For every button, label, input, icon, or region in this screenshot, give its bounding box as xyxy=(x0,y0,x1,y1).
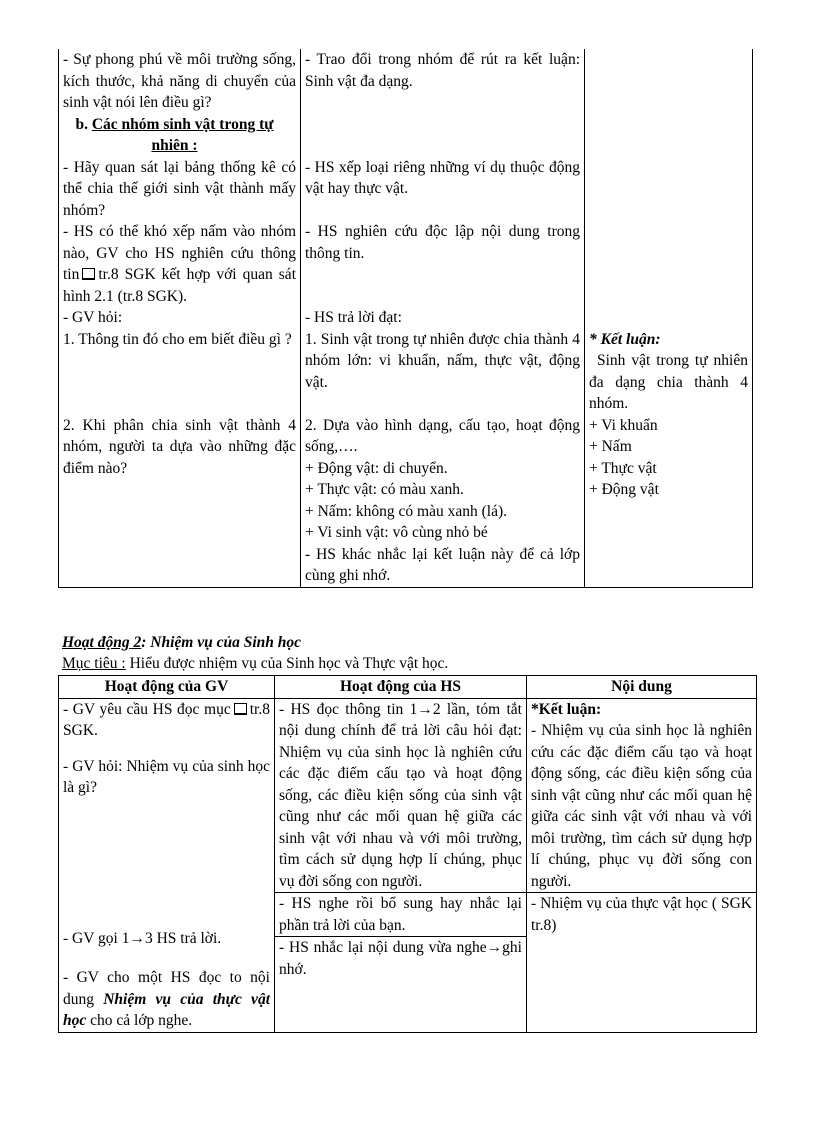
content-cell: + Vi khuẩn + Nấm + Thực vật + Động vật xyxy=(585,415,753,588)
gv-cell: - HS có thể khó xếp nấm vào nhóm nào, GV cho HS nghiên cứu thông tin tr.8 SGK kết hợp với quan sát hình 2.1 (tr.8 SGK). xyxy=(59,221,301,307)
section-heading: b. Các nhóm sinh vật trong tự nhiên : xyxy=(59,114,301,157)
column-header: Nội dung xyxy=(527,676,757,699)
conclusion-title: *Kết luận: xyxy=(531,700,602,718)
lesson-table-2 xyxy=(58,675,757,1033)
table-row xyxy=(59,307,753,329)
hs-cell: - HS trả lời đạt: xyxy=(301,307,585,329)
book-icon xyxy=(82,268,95,280)
column-header: Hoạt động của GV xyxy=(59,676,275,699)
column-header: Hoạt động của HS xyxy=(275,676,527,699)
table-row xyxy=(59,221,753,307)
gv-cell: 2. Khi phân chia sinh vật thành 4 nhóm, người ta dựa vào những đặc điểm nào? xyxy=(59,415,301,588)
gv-cell: - Hãy quan sát lại bảng thống kê có thể chia thế giới sinh vật thành mấy nhóm? xyxy=(59,157,301,222)
content-cell xyxy=(585,49,753,114)
content-cell: *Kết luận: - Nhiệm vụ của sinh học là nghiên cứu các đặc điểm cấu tạo và hoạt động sống, các điều kiện sống của sinh vật cũng như các mối quan hệ giữa các sinh vật với nhau và với môi trường, tìm cách sử dụng hợp lí chúng, phục vụ đời sống con người. - Nhiệm vụ của thực vật học ( SGK tr.8) xyxy=(527,698,757,1032)
hs-cell: - HS xếp loại riêng những ví dụ thuộc động vật hay thực vật. xyxy=(301,157,585,222)
hs-cell: - HS đọc thông tin 1→2 lần, tóm tắt nội dung chính để trả lời câu hỏi đạt: Nhiệm vụ của sinh học là nghiên cứu các đặc điểm cấu tạo và hoạt động sống, các điều kiện sống của sinh vật cũng như các mối quan hệ giữa các sinh vật với nhau và với môi trường, tìm cách sử dụng hợp lí chúng, phục vụ đời sống con người. - HS nghe rồi bổ sung hay nhắc lại phần trả lời của bạn. - HS nhắc lại nội dung vừa nghe→ghi nhớ. xyxy=(275,698,527,1032)
hs-cell: 1. Sinh vật trong tự nhiên được chia thành 4 nhóm lớn: vi khuẩn, nấm, thực vật, động vật. xyxy=(301,329,585,415)
gv-cell: 1. Thông tin đó cho em biết điều gì ? xyxy=(59,329,301,415)
activity-heading: Hoạt động 2: Nhiệm vụ của Sinh học xyxy=(62,634,301,651)
table-row xyxy=(59,114,753,157)
table-row xyxy=(59,157,753,222)
book-icon xyxy=(234,703,247,715)
gv-cell: - GV yêu cầu HS đọc mục tr.8 SGK. - GV hỏi: Nhiệm vụ của sinh học là gì? - GV gọi 1→3 HS trả lời. - GV cho một HS đọc to nội dung Nhiệm vụ của thực vật học cho cả lớp nghe. xyxy=(59,698,275,1032)
activity-goal: Mục tiêu : Hiểu được nhiệm vụ của Sinh học và Thực vật học. xyxy=(62,655,449,672)
content-cell: * Kết luận: Sinh vật trong tự nhiên đa dạng chia thành 4 nhóm. xyxy=(585,329,753,415)
table-row xyxy=(59,49,753,114)
table-row xyxy=(59,415,753,588)
lesson-table-1 xyxy=(58,49,753,588)
table-row xyxy=(59,698,757,1032)
hs-cell: - HS nghiên cứu độc lập nội dung trong thông tin. xyxy=(301,221,585,307)
table-header-row xyxy=(59,676,757,699)
table-row xyxy=(59,329,753,415)
gv-cell: - Sự phong phú về môi trường sống, kích thước, khả năng di chuyển của sinh vật nói lên điều gì? xyxy=(59,49,301,114)
hs-cell: - Trao đổi trong nhóm để rút ra kết luận: Sinh vật đa dạng. xyxy=(301,49,585,114)
hs-cell: 2. Dựa vào hình dạng, cấu tạo, hoạt động sống,…. + Động vật: di chuyển. + Thực vật: có màu xanh. + Nấm: không có màu xanh (lá). + Vi sinh vật: vô cùng nhỏ bé - HS khác nhắc lại kết luận này để cả lớp cùng ghi nhớ. xyxy=(301,415,585,588)
conclusion-title: * Kết luận: xyxy=(589,330,661,348)
gv-cell: - GV hỏi: xyxy=(59,307,301,329)
